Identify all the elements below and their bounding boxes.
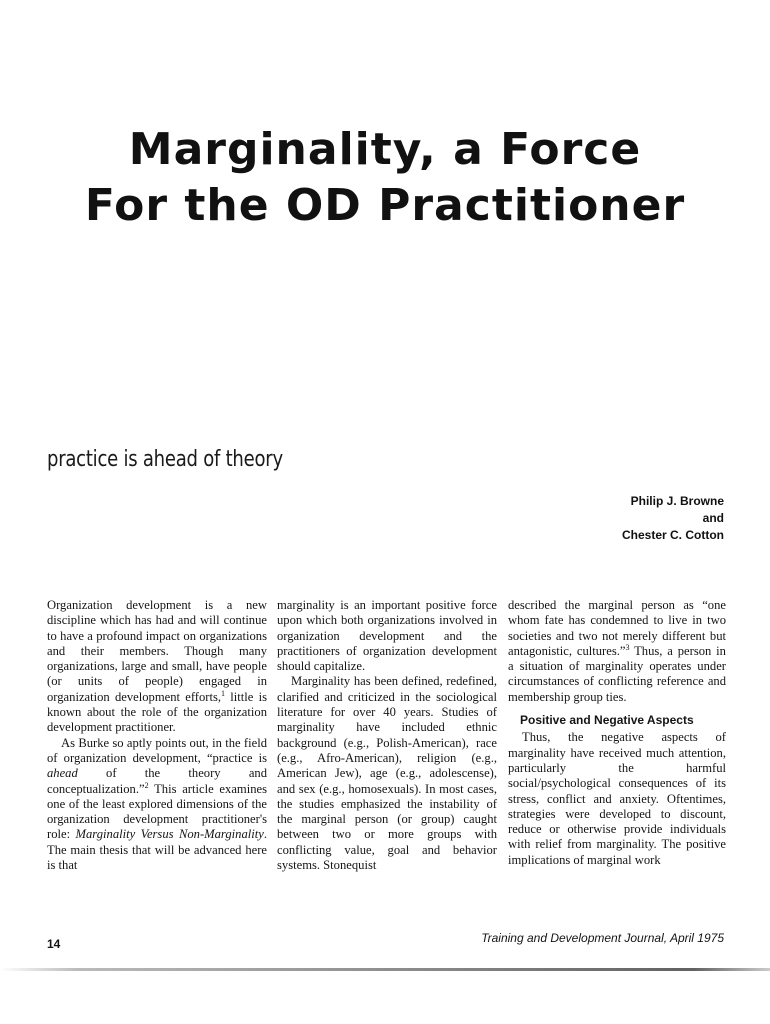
paragraph: marginality is an important positive force upon which both organizations involved in organization development and the practitioners of organization development should capitalize. bbox=[277, 598, 497, 674]
paragraph bbox=[47, 598, 267, 736]
author-name-1: Philip J. Browne bbox=[630, 494, 724, 508]
scan-edge-line bbox=[0, 968, 770, 971]
body-column-1 bbox=[47, 598, 267, 873]
author-name-2: Chester C. Cotton bbox=[622, 528, 724, 542]
article-subtitle: practice is ahead of theory bbox=[47, 447, 283, 472]
text-run: This article examines one of the least explored dimensions of the organization development practitioner's role: bbox=[47, 781, 267, 842]
text-run: As Burke so aptly points out, in the field of organization development, “practice is bbox=[47, 735, 267, 765]
page-number: 14 bbox=[47, 937, 61, 951]
author-block bbox=[622, 493, 724, 544]
text-run: Organization development is a new discipline which has had and will continue to have a profound impact on organizations and their members. Though many organizations, large and small, have people (or units of people) engaged in organization development efforts, bbox=[47, 598, 267, 704]
text-run: described the marginal person as “one whom fate has condemned to live in two societies and two not merely different but antagonistic, cultures.” bbox=[508, 598, 726, 658]
article-title bbox=[0, 122, 770, 234]
paragraph bbox=[47, 736, 267, 874]
text-run: . The main thesis that will be advanced here is that bbox=[47, 827, 267, 873]
body-column-2 bbox=[277, 598, 497, 873]
footnote-ref: 3 bbox=[625, 642, 630, 652]
paragraph bbox=[508, 598, 726, 705]
body-column-3 bbox=[508, 598, 726, 868]
emphasis-text: Marginality Versus Non-Marginality bbox=[75, 827, 264, 842]
journal-footer: Training and Development Journal, April 1975 bbox=[481, 931, 724, 945]
text-run: little is known about the role of the organization development practitioner. bbox=[47, 689, 267, 735]
paragraph: Thus, the negative aspects of marginality have received much attention, particularly the harmful social/psychological consequences of its stress, conflict and anxiety. Oftentimes, strategies were developed to discount, reduce or otherwise provide individuals with relief from marginality. The positive implications of marginal work bbox=[508, 730, 726, 867]
footnote-ref: 1 bbox=[221, 688, 226, 698]
footnote-ref: 2 bbox=[144, 780, 149, 790]
paragraph: Marginality has been defined, redefined, clarified and criticized in the sociological literature for over 40 years. Studies of marginality have included ethnic background (e.g., Polish-American), race (e.g., Afro-American), religion (e.g., American Jew), age (e.g., adolescense), and sex (e.g., homosexuals). In most cases, the studies emphasized the instability of the marginal person (or group) caught between two or more groups with conflicting value, goal and behavior systems. Stonequist bbox=[277, 674, 497, 873]
section-heading: Positive and Negative Aspects bbox=[520, 713, 694, 728]
title-line-1: Marginality, a Force bbox=[128, 124, 642, 175]
text-run: Thus, a person in a situation of marginality operates under circumstances of conflicting reference and membership group ties. bbox=[508, 643, 726, 704]
title-line-2: For the OD Practitioner bbox=[84, 180, 686, 231]
author-conjunction: and bbox=[702, 511, 724, 525]
text-run: of the theory and conceptualization.” bbox=[47, 766, 267, 796]
emphasis-text: ahead bbox=[47, 766, 78, 781]
